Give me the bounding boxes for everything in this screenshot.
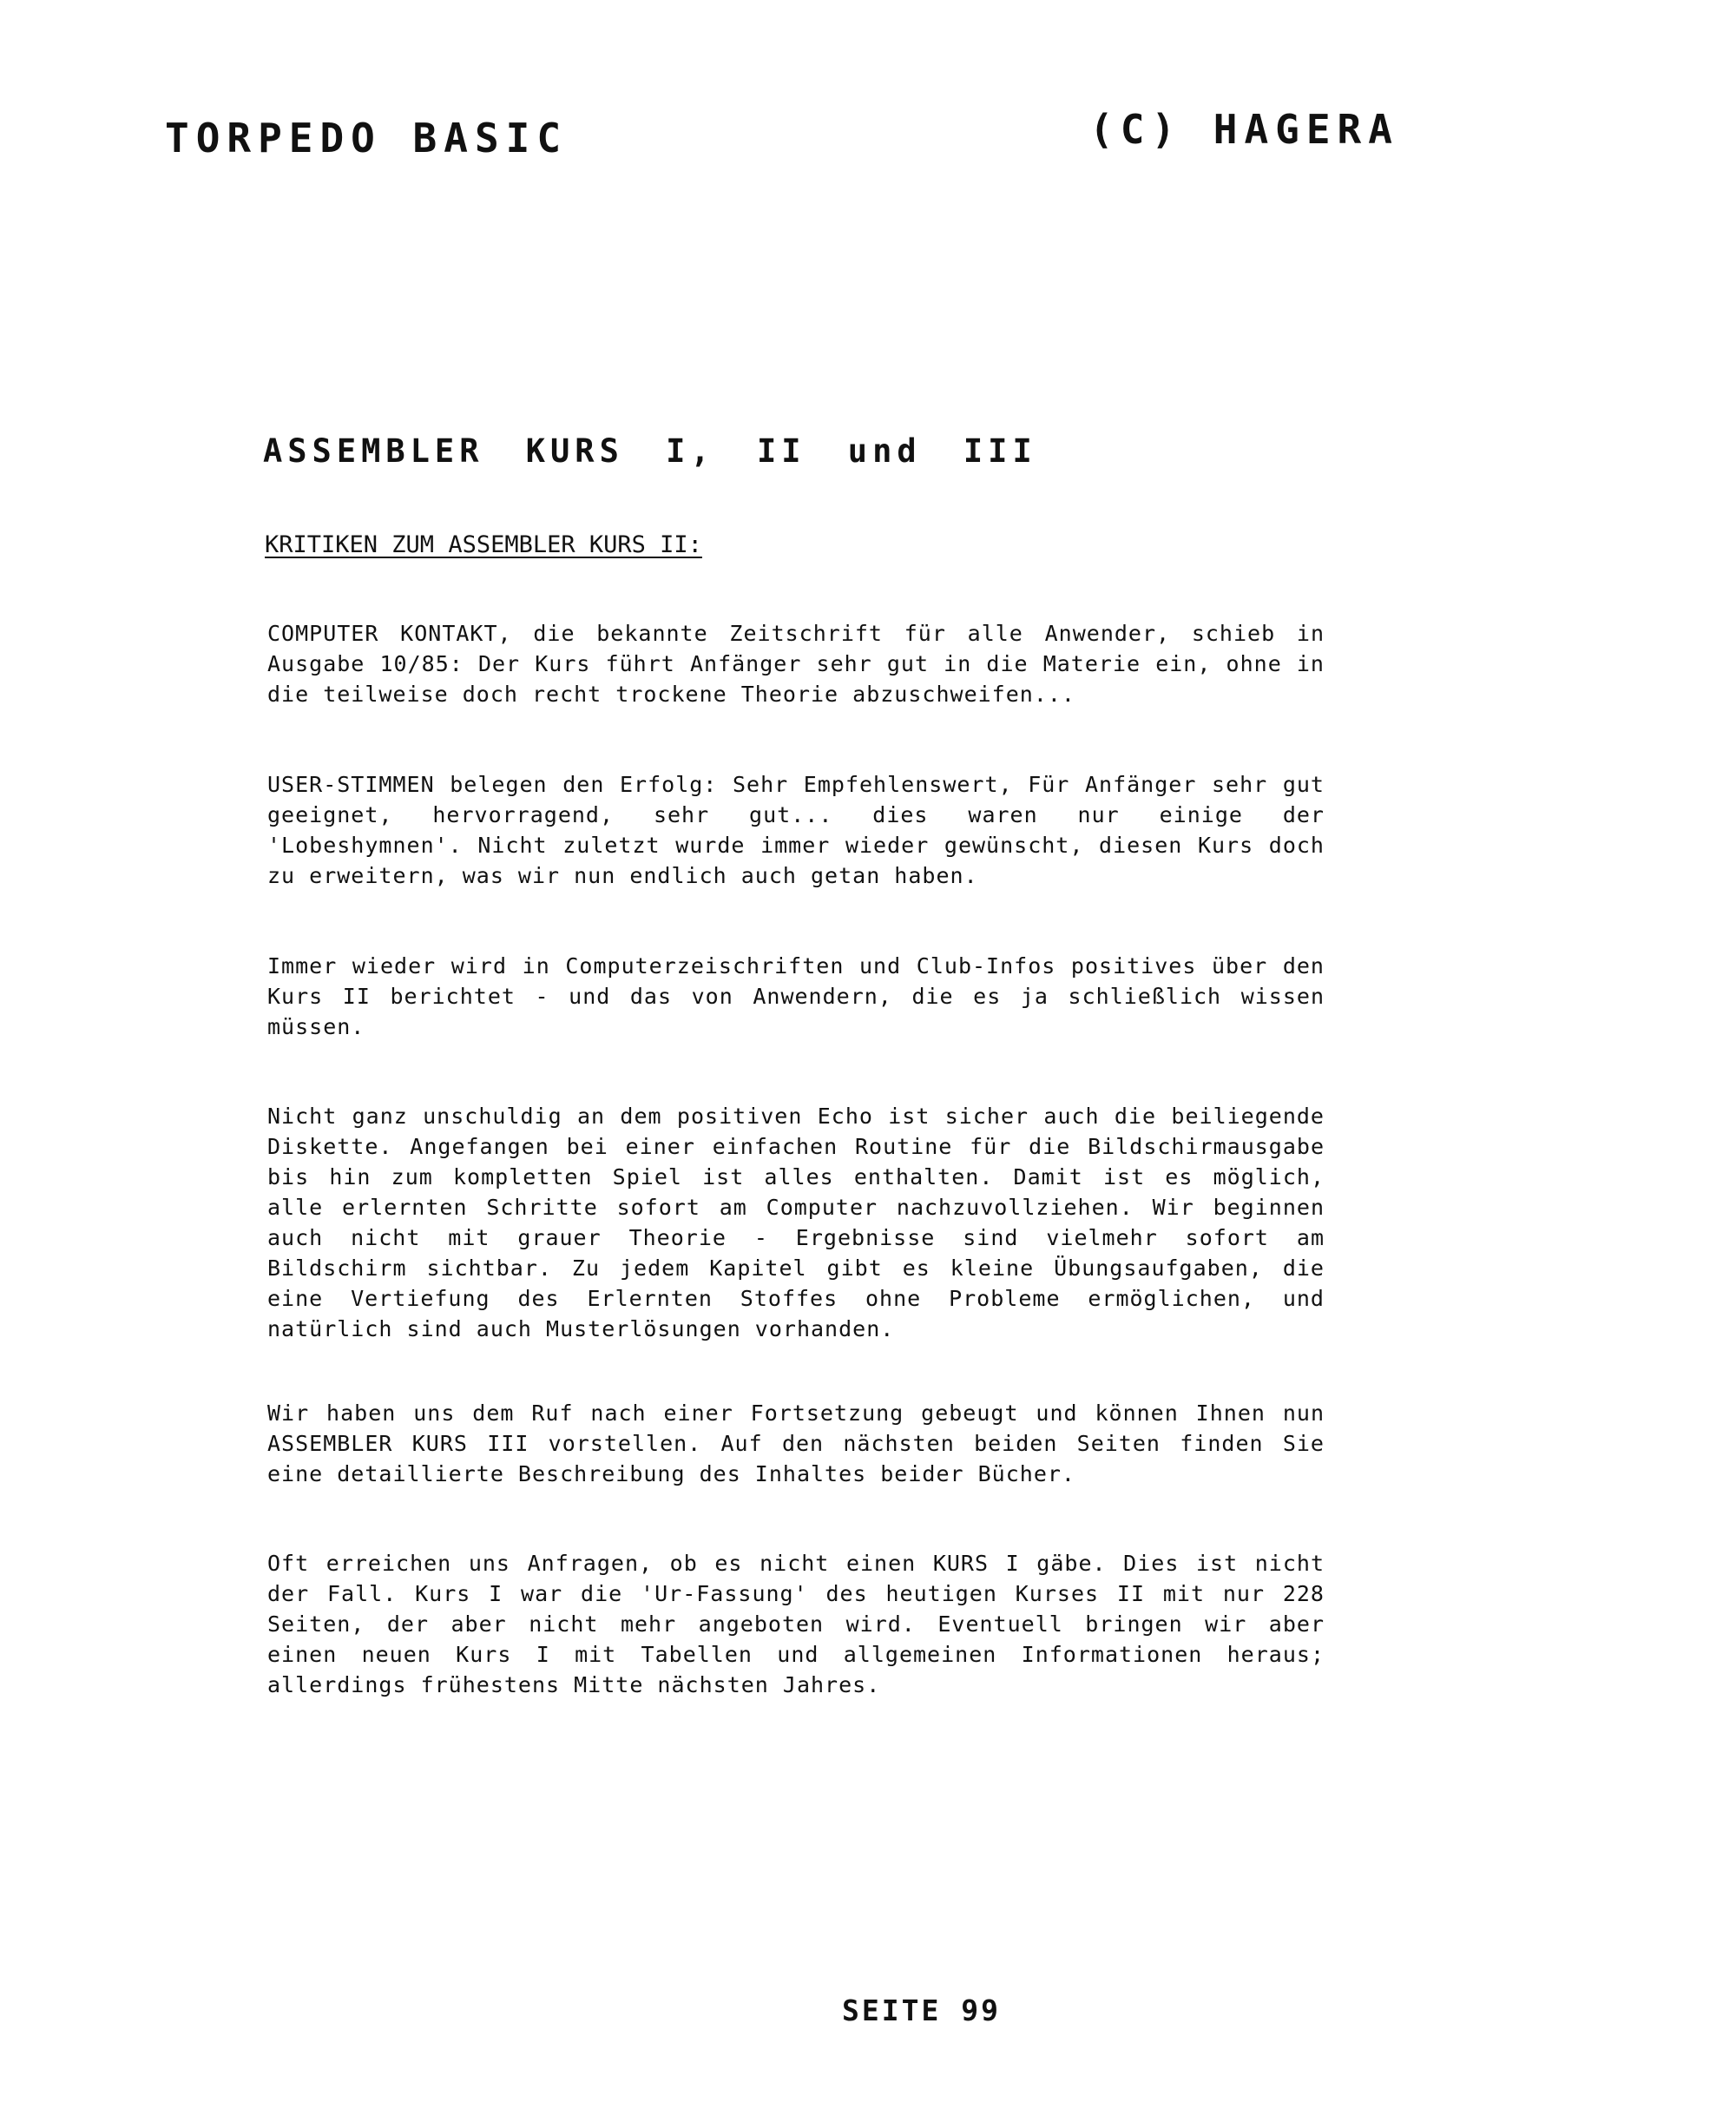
header-left-title: TORPEDO BASIC — [165, 115, 569, 161]
paragraph-fortsetzung: Wir haben uns dem Ruf nach einer Fortsetzung gebeugt und können Ihnen nun ASSEMBLER KURS III vorstellen. Auf den nächsten beiden Seiten finden Sie eine detaillierte Beschreibung des Inhaltes beider Bücher. — [267, 1400, 1325, 1486]
paragraph-kurs-i: Oft erreichen uns Anfragen, ob es nicht einen KURS I gäbe. Dies ist nicht der Fall. Kurs I war die 'Ur-Fassung' des heutigen Kurses II mit nur 228 Seiten, der aber nicht mehr angeboten wird. Eventuell bringen wir aber einen neuen Kurs I mit Tabellen und allgemeinen Informationen heraus; allerdings frühestens Mitte nächsten Jahres. — [267, 1551, 1325, 1697]
paragraph-diskette: Nicht ganz unschuldig an dem positiven Echo ist sicher auch die beiliegende Diskette. Angefangen bei einer einfachen Routine für die Bildschirmausgabe bis hin zum kompletten Spiel ist alles enthalten. Damit ist es möglich, alle erlernten Schritte sofort am Computer nachzuvollziehen. Wir beginnen auch nicht mit grauer Theorie - Ergebnisse sind vielmehr sofort am Bildschirm sichtbar. Zu jedem Kapitel gibt es kleine Übungsaufgaben, die eine Vertiefung des Erlernten Stoffes ohne Probleme ermöglichen, und natürlich sind auch Musterlösungen vorhanden. — [267, 1104, 1325, 1341]
paragraph-computerzeitschriften: Immer wieder wird in Computerzeischriften und Club-Infos positives über den Kurs II berichtet - und das von Anwendern, die es ja schließlich wissen müssen. — [267, 953, 1325, 1039]
course-title: ASSEMBLER KURS I, II und III — [263, 432, 1037, 470]
paragraph-user-stimmen: USER-STIMMEN belegen den Erfolg: Sehr Empfehlenswert, Für Anfänger sehr gut geeignet, hervorragend, sehr gut... dies waren nur einige der 'Lobeshymnen'. Nicht zuletzt wurde immer wieder gewünscht, diesen Kurs doch zu erweitern, was wir nun endlich auch getan haben. — [267, 772, 1325, 888]
section-heading: KRITIKEN ZUM ASSEMBLER KURS II: — [265, 531, 702, 558]
page-number: SEITE 99 — [842, 1993, 1001, 2027]
header-right-copyright: (C) HAGERA — [1089, 106, 1399, 153]
paragraph-computer-kontakt: COMPUTER KONTAKT, die bekannte Zeitschrift für alle Anwender, schieb in Ausgabe 10/85: Der Kurs führt Anfänger sehr gut in die Materie ein, ohne in die teilweise doch recht trockene Theorie abzuschweifen... — [267, 621, 1325, 707]
